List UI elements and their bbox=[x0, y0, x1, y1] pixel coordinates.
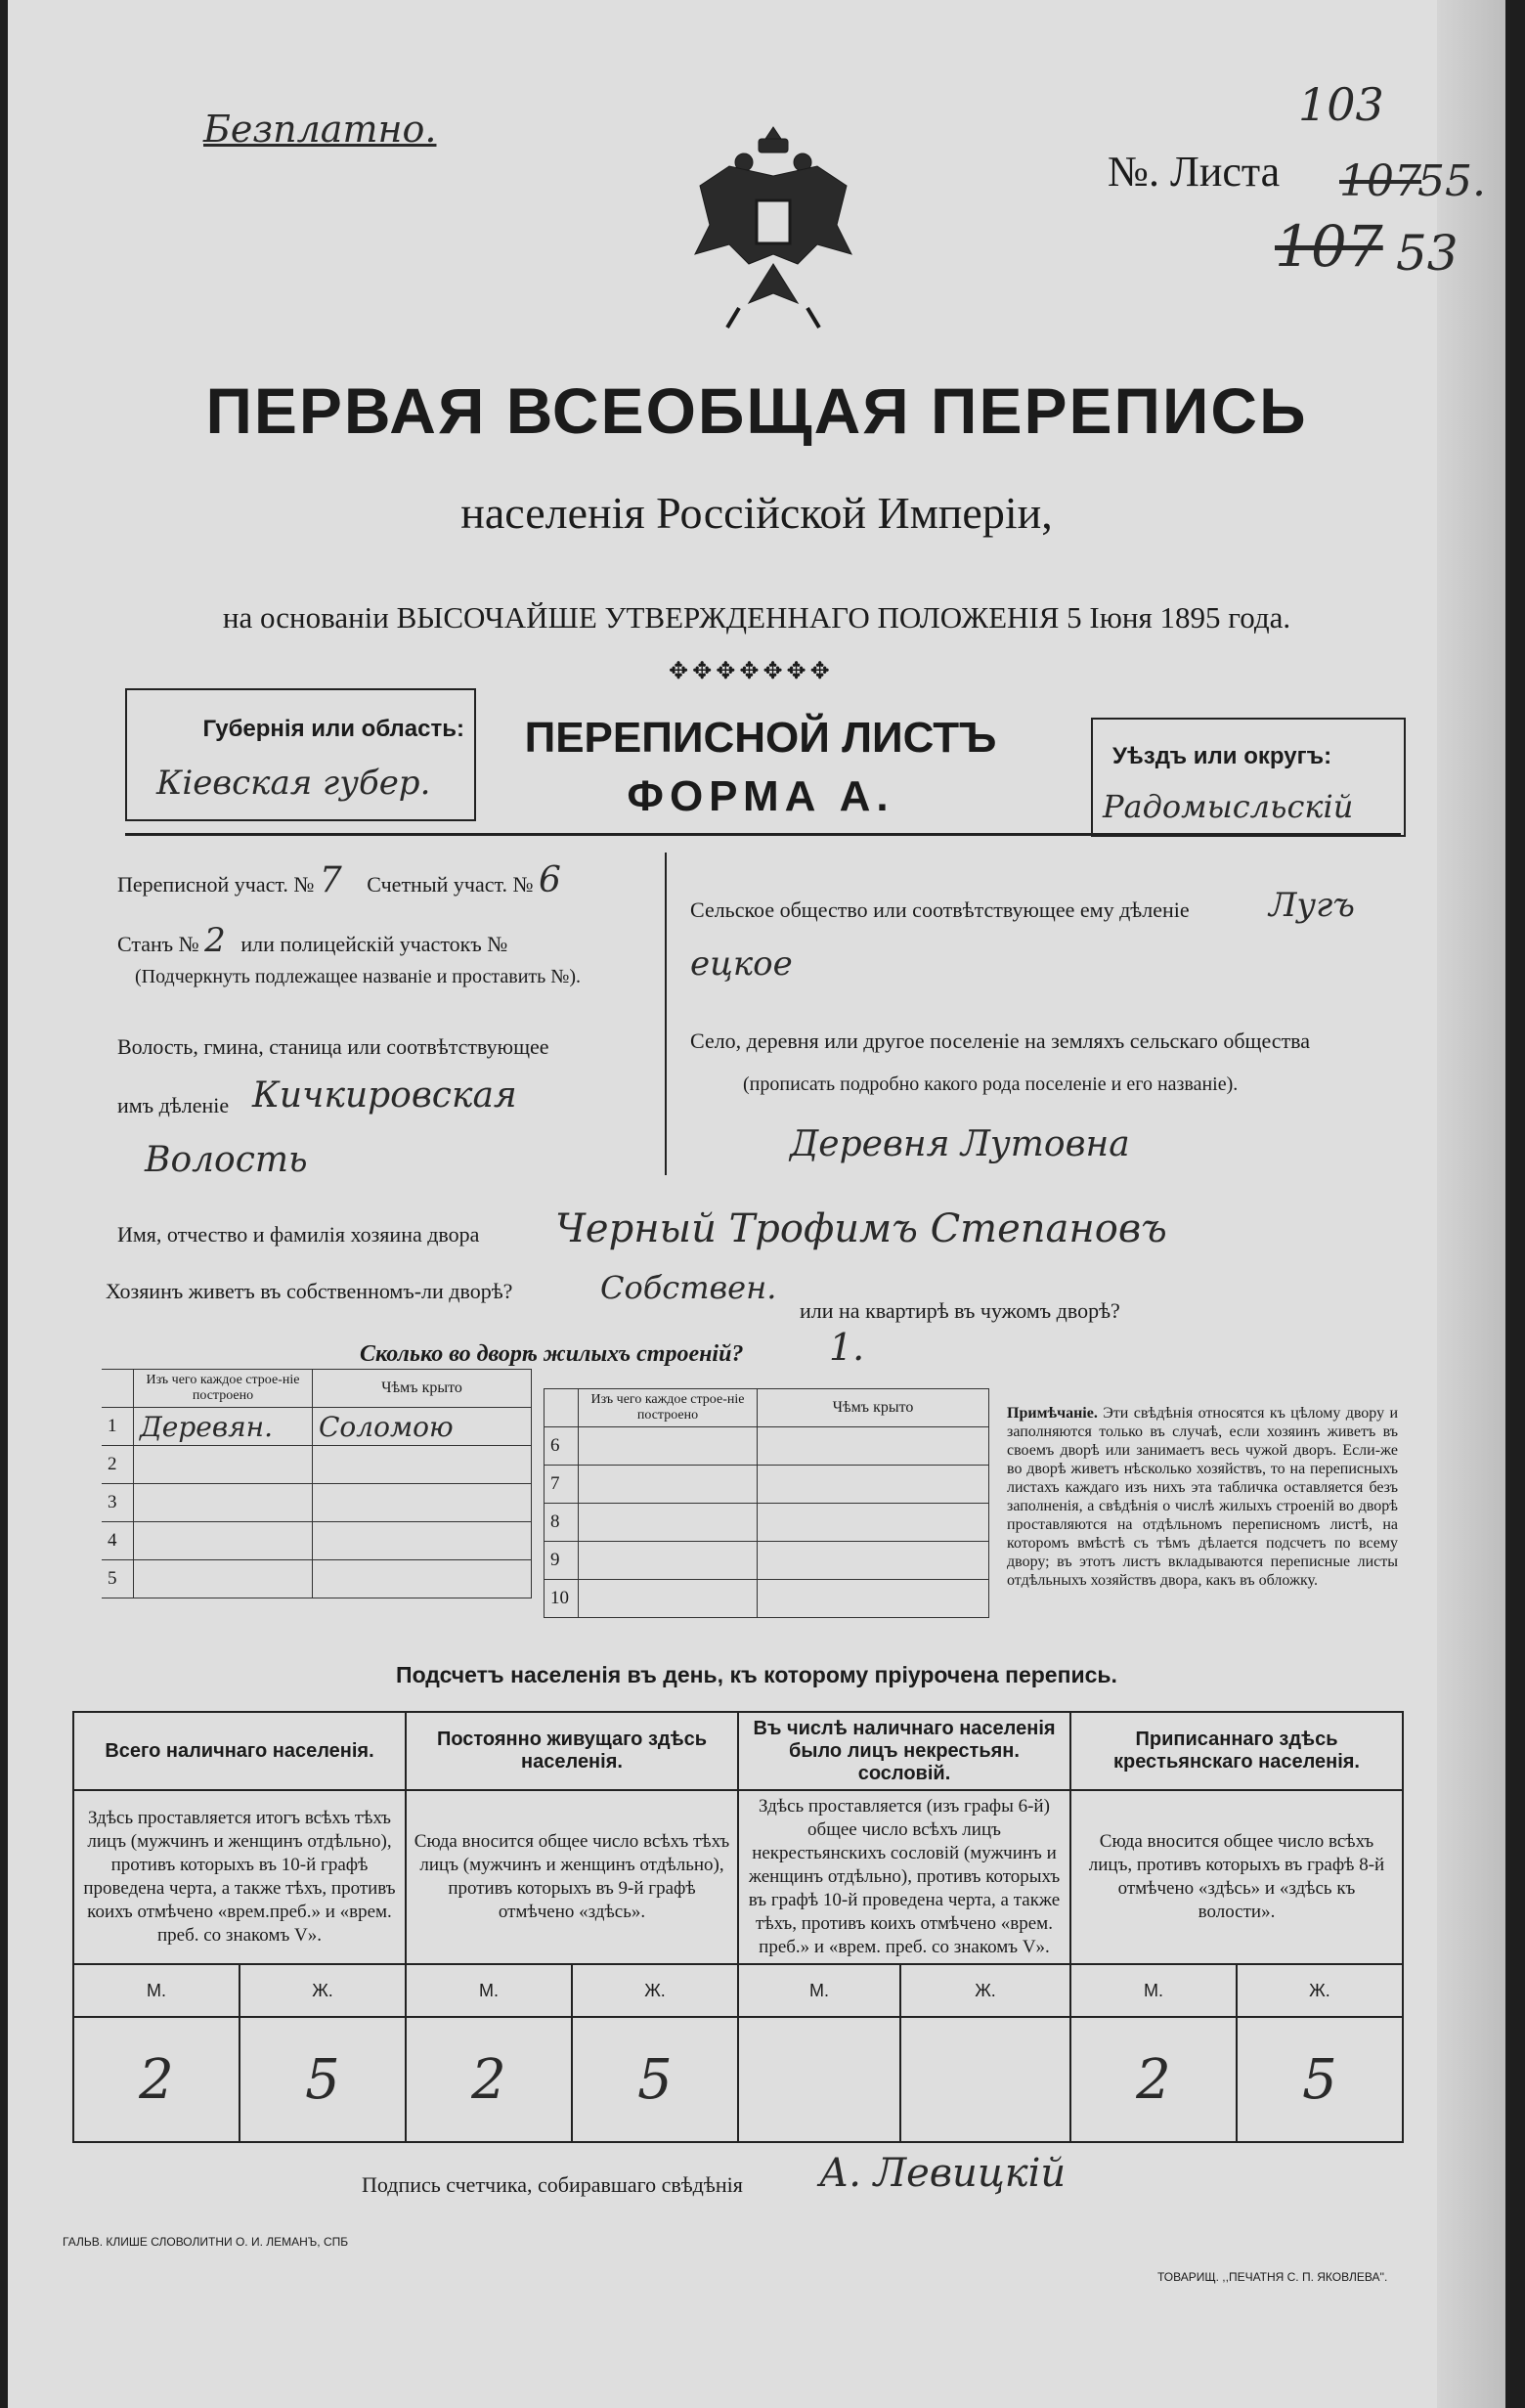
selskoe-value-2: ецкое bbox=[690, 944, 793, 984]
buildings-table-right: Изъ чего каждое строе-ніе построено Чѣмъ крыто 6 7 8 9 10 bbox=[544, 1388, 989, 1618]
female-label: Ж. bbox=[1237, 1964, 1403, 2017]
volost-label-2: имъ дѣленіе bbox=[117, 1093, 230, 1117]
document-subtitle: населенія Россійской Имперіи, bbox=[460, 488, 1053, 538]
selo-label: Село, деревня или другое поселеніе на земляхъ сельскаго общества bbox=[690, 1029, 1311, 1053]
signature-value: А. Левицкій bbox=[819, 2151, 1067, 2196]
form-type: ФОРМА А. bbox=[627, 772, 894, 820]
owner-lives-label: Хозяинъ живетъ въ собственномъ-ли дворѣ? bbox=[106, 1279, 513, 1303]
owner-lives-suffix: или на квартирѣ въ чужомъ дворѣ? bbox=[800, 1298, 1120, 1323]
owner-lives-value: Собствен. bbox=[600, 1269, 777, 1306]
count-total-male: 2 bbox=[73, 2017, 240, 2142]
document-title: ПЕРВАЯ ВСЕОБЩАЯ ПЕРЕПИСЬ bbox=[205, 374, 1308, 447]
female-label: Ж. bbox=[572, 1964, 738, 2017]
buildings-value: 1. bbox=[829, 1326, 865, 1369]
sheet-number-bottom: 107 bbox=[1275, 213, 1383, 280]
table-row: 3 bbox=[102, 1484, 532, 1522]
buildings-table-left bbox=[102, 1369, 532, 1598]
gubernia-box bbox=[125, 688, 476, 821]
count-header-permanent: Постоянно живущаго здѣсь населенія. bbox=[406, 1712, 738, 1790]
selskoe-label: Сельское общество или соотвѣтствующее ему дѣленіе bbox=[690, 898, 1190, 922]
count-permanent-male: 2 bbox=[406, 2017, 572, 2142]
male-label: М. bbox=[73, 1964, 240, 2017]
gubernia-label: Губернія или область: bbox=[202, 716, 464, 742]
table-row: 7 bbox=[545, 1466, 989, 1504]
table-row: 4 bbox=[102, 1522, 532, 1560]
uezd-value: Радомысльскій bbox=[1103, 788, 1354, 825]
buildings-col-material: Изъ чего каждое строе-ніе построено bbox=[134, 1370, 313, 1408]
imperial-eagle-icon bbox=[690, 117, 856, 342]
male-label: М. bbox=[1070, 1964, 1237, 2017]
table-row: 6 bbox=[545, 1427, 989, 1466]
selskoe-value: Лугъ bbox=[1269, 886, 1355, 925]
selo-value: Деревня Лутовна bbox=[790, 1124, 1130, 1164]
document-basis: на основаніи ВЫСОЧАЙШЕ УТВЕРЖДЕННАГО ПОЛОЖЕНІЯ 5 Іюня 1895 года. bbox=[222, 600, 1291, 635]
male-label: М. bbox=[738, 1964, 900, 2017]
stan-note: (Подчеркнуть подлежащее названіе и проставить №). bbox=[135, 966, 581, 987]
free-label: Безплатно. bbox=[203, 108, 437, 151]
count-title: Подсчетъ населенія въ день, къ которому пріурочена перепись. bbox=[396, 1662, 1117, 1687]
sheet-number-bottom-2: 53 bbox=[1396, 225, 1459, 282]
table-row: 10 bbox=[545, 1580, 989, 1618]
gubernia-value: Кіевская губер. bbox=[156, 764, 431, 803]
volost-label: Волость, гмина, станица или соотвѣтствующее bbox=[117, 1034, 549, 1059]
count-total-female: 5 bbox=[240, 2017, 406, 2142]
buildings-col-roof: Чѣмъ крыто bbox=[313, 1370, 532, 1408]
note-text: Эти свѣдѣнія относятся къ цѣлому двору и заполняются только въ случаѣ, если хозяинъ живетъ въ своемъ дворѣ или занимаетъ весь чужой дворъ. Если-же во дворѣ живетъ нѣсколько хозяйствъ, то на переписныхъ листахъ каждаго изъ нихъ эта табличка оставляется безъ заполненія, а свѣдѣнія о числѣ жилыхъ строеній во дворѣ проставляются на отдѣльномъ переписномъ листѣ, на которомъ вмѣстѣ съ тѣмъ дѣлается подсчетъ по всему двору; въ этотъ листъ вкладываются переписные листы отдѣльныхъ хозяйствъ двора, какъ въ обложку. bbox=[1007, 1405, 1399, 1589]
note-title: Примѣчаніе. bbox=[1007, 1405, 1098, 1422]
uezd-label: Уѣздъ или округъ: bbox=[1112, 743, 1332, 769]
perepis-uchast-value: 7 bbox=[319, 860, 342, 900]
volost-value: Кичкировская bbox=[252, 1075, 517, 1116]
note-block bbox=[1007, 1404, 1398, 1590]
male-label: М. bbox=[406, 1964, 572, 2017]
selo-note: (прописать подробно какого рода поселеніе и его названіе). bbox=[743, 1073, 1239, 1095]
count-header-registered: Приписаннаго здѣсь крестьянскаго населенія. bbox=[1070, 1712, 1403, 1790]
count-non-peasant-female bbox=[900, 2017, 1070, 2142]
sheet-number-suffix: 55. bbox=[1417, 156, 1486, 206]
table-row: 8 bbox=[545, 1504, 989, 1542]
owner-name-label: Имя, отчество и фамилія хозяина двора bbox=[117, 1222, 480, 1247]
count-non-peasant-male bbox=[738, 2017, 900, 2142]
volost-value-2: Волость bbox=[145, 1140, 308, 1180]
count-registered-male: 2 bbox=[1070, 2017, 1237, 2142]
sheet-number-crossed: 107 bbox=[1339, 156, 1421, 206]
female-label: Ж. bbox=[900, 1964, 1070, 2017]
table-row: 5 bbox=[102, 1560, 532, 1598]
ornament-divider: ✥✥✥✥✥✥✥ bbox=[669, 659, 834, 684]
buildings-label: Сколько во дворѣ жилыхъ строеній? bbox=[360, 1341, 744, 1367]
stan-value: 2 bbox=[204, 921, 226, 960]
table-row: 1 Деревян. Соломою bbox=[102, 1408, 532, 1446]
count-text-permanent: Сюда вносится общее число всѣхъ тѣхъ лицъ (мужчинъ и женщинъ отдѣльно), противъ которыхъ въ 9-й графѣ отмѣчено «здѣсь». bbox=[406, 1790, 738, 1964]
population-count-table bbox=[72, 1711, 1404, 2143]
perepis-uchast-row: Переписной участ. № 7 Счетный участ. № 6 bbox=[117, 860, 561, 900]
table-row: 2 bbox=[102, 1446, 532, 1484]
page-edge bbox=[1437, 0, 1505, 2408]
printer-left: ГАЛЬВ. КЛИШЕ СЛОВОЛИТНИ О. И. ЛЕМАНЪ, СПБ bbox=[63, 2235, 349, 2249]
count-header-total: Всего наличнаго населенія. bbox=[73, 1712, 406, 1790]
count-text-registered: Сюда вносится общее число всѣхъ лицъ, противъ которыхъ въ графѣ 8-й отмѣчено «здѣсь» и «здѣсь къ волости». bbox=[1070, 1790, 1403, 1964]
stan-row: Станъ № 2 или полицейскій участокъ № bbox=[117, 921, 508, 960]
count-registered-female: 5 bbox=[1237, 2017, 1403, 2142]
census-sheet bbox=[8, 0, 1505, 2408]
form-name: ПЕРЕПИСНОЙ ЛИСТЪ bbox=[524, 714, 997, 762]
count-header-non-peasant: Въ числѣ наличнаго населенія было лицъ некрестьян. сословій. bbox=[738, 1712, 1070, 1790]
sheet-number-hand-top: 103 bbox=[1298, 78, 1384, 131]
uezd-box bbox=[1091, 718, 1406, 837]
schetny-value: 6 bbox=[538, 860, 561, 900]
count-text-non-peasant: Здѣсь проставляется (изъ графы 6-й) общее число всѣхъ лицъ некрестьянскихъ сословій (мужчинъ и женщинъ отдѣльно), противъ которыхъ въ графѣ 10-й проведена черта, а также тѣхъ, противъ коихъ отмѣчено «врем. преб.» и «врем. преб. со знакомъ V». bbox=[738, 1790, 1070, 1964]
owner-name-value: Черный Трофимъ Степановъ bbox=[555, 1206, 1167, 1251]
count-permanent-female: 5 bbox=[572, 2017, 738, 2142]
column-divider bbox=[665, 853, 667, 1175]
signature-label: Подпись счетчика, собиравшаго свѣдѣнія bbox=[362, 2172, 743, 2197]
count-text-total: Здѣсь проставляется итогъ всѣхъ тѣхъ лицъ (мужчинъ и женщинъ отдѣльно), противъ которыхъ въ 10-й графѣ проведена черта, а также тѣхъ, противъ коихъ отмѣчено «врем.преб.» и «врем. преб. со знакомъ V». bbox=[73, 1790, 406, 1964]
sheet-number-label: №. Листа bbox=[1108, 148, 1281, 196]
table-row: 9 bbox=[545, 1542, 989, 1580]
female-label: Ж. bbox=[240, 1964, 406, 2017]
printer-right: ТОВАРИЩ. ,,ПЕЧАТНЯ С. П. ЯКОВЛЕВА''. bbox=[1157, 2270, 1388, 2284]
